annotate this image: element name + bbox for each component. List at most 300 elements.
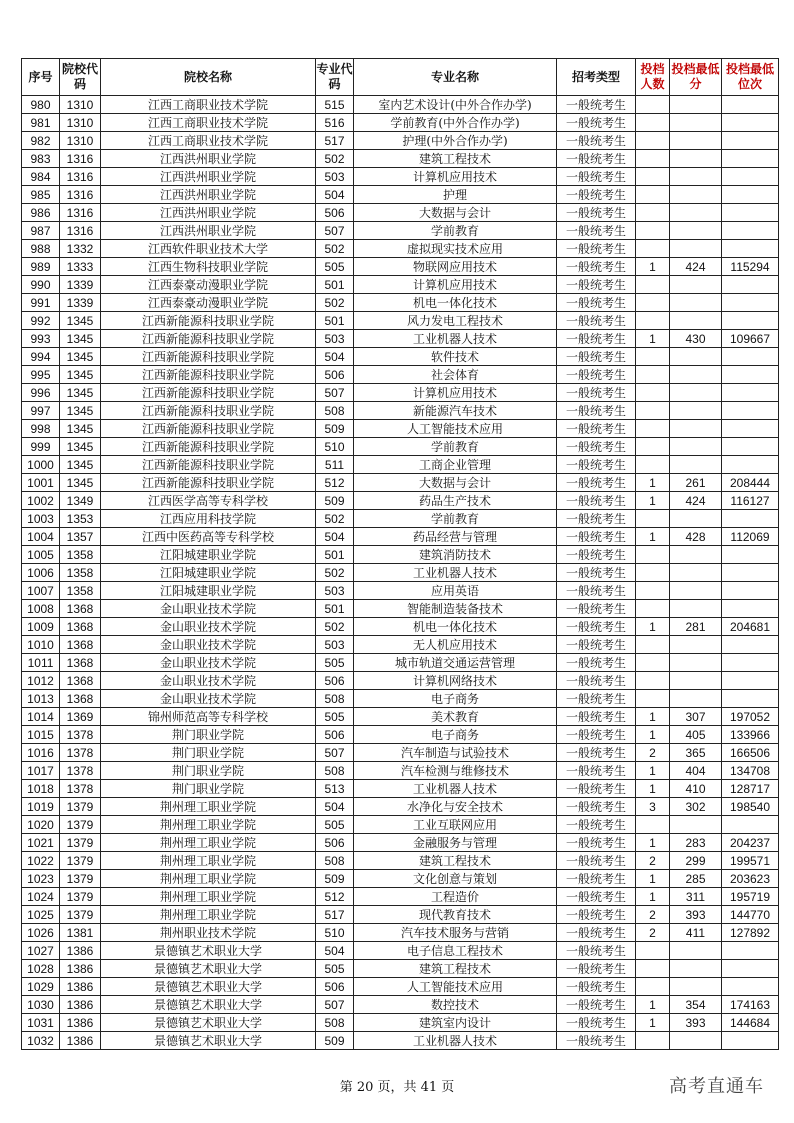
cell-seq: 1026 xyxy=(22,924,60,942)
cell-min-score: 404 xyxy=(670,762,722,780)
cell-min-rank: 197052 xyxy=(722,708,779,726)
cell-exam-type: 一般统考生 xyxy=(557,294,636,312)
cell-school-code: 1358 xyxy=(60,546,101,564)
table-row xyxy=(22,294,779,312)
cell-major-name: 建筑工程技术 xyxy=(354,150,557,168)
cell-major-code: 509 xyxy=(316,1032,354,1050)
cell-min-rank: 204237 xyxy=(722,834,779,852)
cell-count: 1 xyxy=(636,258,670,276)
brand-watermark: 高考直通车 xyxy=(669,1076,764,1097)
cell-min-rank: 204681 xyxy=(722,618,779,636)
cell-min-rank xyxy=(722,294,779,312)
cell-seq: 995 xyxy=(22,366,60,384)
cell-major-code: 507 xyxy=(316,222,354,240)
cell-school-code: 1358 xyxy=(60,564,101,582)
cell-major-code: 508 xyxy=(316,762,354,780)
cell-exam-type: 一般统考生 xyxy=(557,690,636,708)
cell-exam-type: 一般统考生 xyxy=(557,906,636,924)
cell-min-rank xyxy=(722,600,779,618)
cell-exam-type: 一般统考生 xyxy=(557,834,636,852)
cell-major-name: 工业互联网应用 xyxy=(354,816,557,834)
cell-count xyxy=(636,150,670,168)
cell-school-name: 江西新能源科技职业学院 xyxy=(101,348,316,366)
cell-seq: 1028 xyxy=(22,960,60,978)
cell-seq: 991 xyxy=(22,294,60,312)
cell-count xyxy=(636,348,670,366)
cell-min-score: 261 xyxy=(670,474,722,492)
cell-school-name: 荆州职业技术学院 xyxy=(101,924,316,942)
cell-major-code: 504 xyxy=(316,798,354,816)
cell-exam-type: 一般统考生 xyxy=(557,924,636,942)
cell-seq: 1014 xyxy=(22,708,60,726)
cell-school-name: 江西工商职业技术学院 xyxy=(101,114,316,132)
cell-min-rank: 109667 xyxy=(722,330,779,348)
cell-min-rank: 208444 xyxy=(722,474,779,492)
cell-min-rank: 115294 xyxy=(722,258,779,276)
cell-school-name: 景德镇艺术职业大学 xyxy=(101,1014,316,1032)
cell-min-score xyxy=(670,150,722,168)
cell-seq: 1010 xyxy=(22,636,60,654)
cell-min-rank xyxy=(722,384,779,402)
cell-school-code: 1386 xyxy=(60,978,101,996)
cell-count xyxy=(636,294,670,312)
cell-school-code: 1368 xyxy=(60,618,101,636)
cell-min-rank: 128717 xyxy=(722,780,779,798)
cell-school-code: 1339 xyxy=(60,294,101,312)
cell-school-code: 1345 xyxy=(60,348,101,366)
cell-major-code: 502 xyxy=(316,240,354,258)
header-major-code: 专业代码 xyxy=(316,59,354,96)
cell-major-code: 503 xyxy=(316,636,354,654)
table-row xyxy=(22,708,779,726)
cell-major-name: 人工智能技术应用 xyxy=(354,420,557,438)
table-row xyxy=(22,276,779,294)
cell-seq: 1022 xyxy=(22,852,60,870)
cell-school-code: 1368 xyxy=(60,654,101,672)
cell-count xyxy=(636,96,670,114)
cell-exam-type: 一般统考生 xyxy=(557,474,636,492)
cell-seq: 988 xyxy=(22,240,60,258)
cell-major-name: 护理(中外合作办学) xyxy=(354,132,557,150)
cell-exam-type: 一般统考生 xyxy=(557,582,636,600)
table-row xyxy=(22,546,779,564)
cell-school-name: 江西新能源科技职业学院 xyxy=(101,474,316,492)
cell-major-code: 509 xyxy=(316,492,354,510)
cell-school-name: 景德镇艺术职业大学 xyxy=(101,978,316,996)
cell-count xyxy=(636,816,670,834)
cell-major-name: 汽车技术服务与营销 xyxy=(354,924,557,942)
cell-school-code: 1386 xyxy=(60,942,101,960)
cell-seq: 996 xyxy=(22,384,60,402)
cell-min-score xyxy=(670,456,722,474)
cell-school-name: 江西新能源科技职业学院 xyxy=(101,366,316,384)
cell-school-code: 1332 xyxy=(60,240,101,258)
cell-exam-type: 一般统考生 xyxy=(557,780,636,798)
cell-seq: 987 xyxy=(22,222,60,240)
cell-major-name: 建筑工程技术 xyxy=(354,852,557,870)
cell-school-code: 1310 xyxy=(60,114,101,132)
cell-min-rank xyxy=(722,636,779,654)
cell-major-name: 学前教育 xyxy=(354,438,557,456)
cell-major-code: 515 xyxy=(316,96,354,114)
cell-exam-type: 一般统考生 xyxy=(557,186,636,204)
cell-school-name: 江西洪州职业学院 xyxy=(101,186,316,204)
cell-major-name: 现代教育技术 xyxy=(354,906,557,924)
cell-major-name: 室内艺术设计(中外合作办学) xyxy=(354,96,557,114)
cell-seq: 1025 xyxy=(22,906,60,924)
cell-min-score xyxy=(670,438,722,456)
cell-seq: 990 xyxy=(22,276,60,294)
cell-min-score xyxy=(670,672,722,690)
cell-school-code: 1316 xyxy=(60,150,101,168)
page-footer: 第 20 页，共 41 页 xyxy=(339,1080,455,1095)
cell-seq: 1003 xyxy=(22,510,60,528)
table-row xyxy=(22,672,779,690)
cell-exam-type: 一般统考生 xyxy=(557,276,636,294)
table-row xyxy=(22,726,779,744)
cell-seq: 1005 xyxy=(22,546,60,564)
cell-min-score xyxy=(670,654,722,672)
cell-seq: 1032 xyxy=(22,1032,60,1050)
cell-school-code: 1381 xyxy=(60,924,101,942)
cell-school-code: 1386 xyxy=(60,960,101,978)
cell-min-rank: 199571 xyxy=(722,852,779,870)
table-row xyxy=(22,654,779,672)
cell-min-score: 405 xyxy=(670,726,722,744)
cell-school-name: 江阳城建职业学院 xyxy=(101,564,316,582)
cell-min-rank xyxy=(722,510,779,528)
cell-major-code: 501 xyxy=(316,546,354,564)
cell-school-name: 江阳城建职业学院 xyxy=(101,546,316,564)
cell-school-name: 江西洪州职业学院 xyxy=(101,222,316,240)
cell-school-code: 1345 xyxy=(60,474,101,492)
cell-min-score xyxy=(670,942,722,960)
cell-count xyxy=(636,186,670,204)
cell-min-score xyxy=(670,276,722,294)
cell-school-name: 江西中医药高等专科学校 xyxy=(101,528,316,546)
header-school-code: 院校代码 xyxy=(60,59,101,96)
cell-seq: 983 xyxy=(22,150,60,168)
cell-min-score xyxy=(670,204,722,222)
cell-seq: 1011 xyxy=(22,654,60,672)
cell-school-name: 江西泰豪动漫职业学院 xyxy=(101,276,316,294)
cell-school-name: 金山职业技术学院 xyxy=(101,654,316,672)
cell-seq: 1008 xyxy=(22,600,60,618)
cell-seq: 999 xyxy=(22,438,60,456)
cell-exam-type: 一般统考生 xyxy=(557,258,636,276)
cell-school-code: 1310 xyxy=(60,96,101,114)
cell-school-code: 1378 xyxy=(60,726,101,744)
cell-exam-type: 一般统考生 xyxy=(557,1032,636,1050)
cell-school-name: 江西泰豪动漫职业学院 xyxy=(101,294,316,312)
cell-seq: 989 xyxy=(22,258,60,276)
cell-school-code: 1379 xyxy=(60,816,101,834)
table-row xyxy=(22,888,779,906)
table-row xyxy=(22,816,779,834)
cell-major-name: 工业机器人技术 xyxy=(354,780,557,798)
cell-school-code: 1368 xyxy=(60,636,101,654)
cell-school-name: 江西洪州职业学院 xyxy=(101,168,316,186)
header-min-rank: 投档最低位次 xyxy=(722,59,779,96)
cell-major-name: 电子商务 xyxy=(354,690,557,708)
cell-major-code: 504 xyxy=(316,942,354,960)
cell-major-name: 社会体育 xyxy=(354,366,557,384)
cell-min-rank: 174163 xyxy=(722,996,779,1014)
cell-min-score: 410 xyxy=(670,780,722,798)
cell-min-score xyxy=(670,960,722,978)
cell-school-name: 景德镇艺术职业大学 xyxy=(101,942,316,960)
header-exam-type: 招考类型 xyxy=(557,59,636,96)
cell-school-code: 1368 xyxy=(60,600,101,618)
cell-seq: 997 xyxy=(22,402,60,420)
cell-school-name: 江西新能源科技职业学院 xyxy=(101,438,316,456)
table-row xyxy=(22,366,779,384)
cell-min-rank: 127892 xyxy=(722,924,779,942)
cell-count: 1 xyxy=(636,618,670,636)
cell-min-score xyxy=(670,510,722,528)
cell-major-name: 学前教育 xyxy=(354,510,557,528)
cell-major-code: 503 xyxy=(316,168,354,186)
cell-min-score xyxy=(670,96,722,114)
cell-school-name: 江西洪州职业学院 xyxy=(101,204,316,222)
cell-count xyxy=(636,1032,670,1050)
cell-count: 3 xyxy=(636,798,670,816)
table-row xyxy=(22,510,779,528)
cell-seq: 993 xyxy=(22,330,60,348)
cell-major-code: 509 xyxy=(316,870,354,888)
table-row xyxy=(22,204,779,222)
cell-min-rank: 133966 xyxy=(722,726,779,744)
cell-exam-type: 一般统考生 xyxy=(557,114,636,132)
cell-min-rank: 144770 xyxy=(722,906,779,924)
cell-seq: 1024 xyxy=(22,888,60,906)
cell-exam-type: 一般统考生 xyxy=(557,564,636,582)
cell-school-name: 荆州理工职业学院 xyxy=(101,852,316,870)
cell-min-rank xyxy=(722,456,779,474)
cell-exam-type: 一般统考生 xyxy=(557,654,636,672)
cell-min-score xyxy=(670,384,722,402)
cell-min-rank xyxy=(722,312,779,330)
cell-exam-type: 一般统考生 xyxy=(557,438,636,456)
cell-school-name: 荆州理工职业学院 xyxy=(101,888,316,906)
cell-count xyxy=(636,690,670,708)
cell-school-code: 1368 xyxy=(60,690,101,708)
cell-major-code: 503 xyxy=(316,582,354,600)
cell-seq: 981 xyxy=(22,114,60,132)
cell-school-code: 1349 xyxy=(60,492,101,510)
header-seq: 序号 xyxy=(22,59,60,96)
cell-major-name: 计算机网络技术 xyxy=(354,672,557,690)
cell-min-rank xyxy=(722,654,779,672)
cell-count: 1 xyxy=(636,528,670,546)
cell-min-score: 354 xyxy=(670,996,722,1014)
cell-major-code: 508 xyxy=(316,402,354,420)
cell-major-name: 人工智能技术应用 xyxy=(354,978,557,996)
cell-school-name: 江西生物科技职业学院 xyxy=(101,258,316,276)
cell-exam-type: 一般统考生 xyxy=(557,528,636,546)
table-row xyxy=(22,564,779,582)
table-row xyxy=(22,240,779,258)
cell-major-name: 软件技术 xyxy=(354,348,557,366)
cell-school-name: 江西工商职业技术学院 xyxy=(101,132,316,150)
cell-count: 1 xyxy=(636,726,670,744)
header-school-name: 院校名称 xyxy=(101,59,316,96)
cell-min-score: 365 xyxy=(670,744,722,762)
cell-seq: 984 xyxy=(22,168,60,186)
cell-school-code: 1379 xyxy=(60,798,101,816)
cell-major-code: 508 xyxy=(316,852,354,870)
cell-min-rank xyxy=(722,150,779,168)
cell-min-score: 299 xyxy=(670,852,722,870)
cell-major-name: 计算机应用技术 xyxy=(354,384,557,402)
table-row xyxy=(22,978,779,996)
cell-major-name: 虚拟现实技术应用 xyxy=(354,240,557,258)
cell-school-code: 1378 xyxy=(60,780,101,798)
cell-min-score xyxy=(670,636,722,654)
cell-count: 1 xyxy=(636,1014,670,1032)
cell-count xyxy=(636,132,670,150)
cell-major-code: 513 xyxy=(316,780,354,798)
cell-min-score xyxy=(670,366,722,384)
table-row xyxy=(22,150,779,168)
cell-major-name: 建筑室内设计 xyxy=(354,1014,557,1032)
cell-school-code: 1345 xyxy=(60,330,101,348)
cell-count xyxy=(636,636,670,654)
cell-exam-type: 一般统考生 xyxy=(557,348,636,366)
cell-school-code: 1316 xyxy=(60,168,101,186)
cell-major-name: 水净化与安全技术 xyxy=(354,798,557,816)
cell-major-code: 517 xyxy=(316,906,354,924)
cell-min-rank xyxy=(722,168,779,186)
cell-major-code: 510 xyxy=(316,924,354,942)
cell-school-name: 金山职业技术学院 xyxy=(101,672,316,690)
cell-exam-type: 一般统考生 xyxy=(557,816,636,834)
cell-major-name: 工业机器人技术 xyxy=(354,330,557,348)
cell-exam-type: 一般统考生 xyxy=(557,726,636,744)
cell-major-name: 工商企业管理 xyxy=(354,456,557,474)
cell-seq: 1029 xyxy=(22,978,60,996)
cell-min-rank xyxy=(722,942,779,960)
cell-min-rank: 166506 xyxy=(722,744,779,762)
cell-major-code: 516 xyxy=(316,114,354,132)
cell-count xyxy=(636,654,670,672)
admission-table xyxy=(21,58,779,1050)
cell-min-score xyxy=(670,546,722,564)
cell-count xyxy=(636,978,670,996)
cell-major-code: 502 xyxy=(316,618,354,636)
cell-count xyxy=(636,222,670,240)
cell-school-code: 1353 xyxy=(60,510,101,528)
cell-school-name: 锦州师范高等专科学校 xyxy=(101,708,316,726)
cell-school-name: 江西新能源科技职业学院 xyxy=(101,330,316,348)
cell-school-name: 荆门职业学院 xyxy=(101,762,316,780)
cell-major-name: 城市轨道交通运营管理 xyxy=(354,654,557,672)
cell-school-name: 荆门职业学院 xyxy=(101,744,316,762)
cell-school-code: 1345 xyxy=(60,402,101,420)
cell-school-name: 景德镇艺术职业大学 xyxy=(101,996,316,1014)
cell-exam-type: 一般统考生 xyxy=(557,366,636,384)
cell-school-name: 荆州理工职业学院 xyxy=(101,798,316,816)
cell-min-score xyxy=(670,564,722,582)
cell-count xyxy=(636,240,670,258)
table-row xyxy=(22,168,779,186)
cell-major-code: 506 xyxy=(316,672,354,690)
header-row xyxy=(22,59,779,96)
cell-major-name: 电子信息工程技术 xyxy=(354,942,557,960)
cell-min-rank xyxy=(722,582,779,600)
cell-min-score: 393 xyxy=(670,906,722,924)
table-row xyxy=(22,222,779,240)
cell-min-rank xyxy=(722,564,779,582)
cell-min-score xyxy=(670,690,722,708)
cell-count: 2 xyxy=(636,744,670,762)
cell-exam-type: 一般统考生 xyxy=(557,1014,636,1032)
cell-seq: 1016 xyxy=(22,744,60,762)
cell-school-code: 1316 xyxy=(60,204,101,222)
table-row xyxy=(22,1014,779,1032)
cell-min-score xyxy=(670,420,722,438)
cell-major-name: 智能制造装备技术 xyxy=(354,600,557,618)
cell-min-rank xyxy=(722,960,779,978)
cell-major-name: 建筑消防技术 xyxy=(354,546,557,564)
cell-major-code: 505 xyxy=(316,816,354,834)
cell-major-code: 506 xyxy=(316,366,354,384)
cell-min-score xyxy=(670,600,722,618)
cell-school-name: 荆州理工职业学院 xyxy=(101,834,316,852)
cell-count xyxy=(636,546,670,564)
cell-major-code: 507 xyxy=(316,996,354,1014)
cell-seq: 985 xyxy=(22,186,60,204)
cell-major-code: 501 xyxy=(316,276,354,294)
table-row xyxy=(22,924,779,942)
cell-school-name: 江西软件职业技术大学 xyxy=(101,240,316,258)
cell-exam-type: 一般统考生 xyxy=(557,600,636,618)
cell-school-name: 江西医学高等专科学校 xyxy=(101,492,316,510)
cell-min-score xyxy=(670,168,722,186)
cell-major-name: 建筑工程技术 xyxy=(354,960,557,978)
cell-count xyxy=(636,672,670,690)
cell-school-code: 1345 xyxy=(60,438,101,456)
cell-school-code: 1368 xyxy=(60,672,101,690)
cell-exam-type: 一般统考生 xyxy=(557,996,636,1014)
cell-school-name: 荆门职业学院 xyxy=(101,780,316,798)
cell-exam-type: 一般统考生 xyxy=(557,744,636,762)
header-major-name: 专业名称 xyxy=(354,59,557,96)
cell-min-score: 302 xyxy=(670,798,722,816)
cell-exam-type: 一般统考生 xyxy=(557,312,636,330)
cell-exam-type: 一般统考生 xyxy=(557,798,636,816)
cell-min-rank xyxy=(722,222,779,240)
cell-school-name: 金山职业技术学院 xyxy=(101,600,316,618)
cell-major-name: 工程造价 xyxy=(354,888,557,906)
cell-min-score: 424 xyxy=(670,492,722,510)
cell-major-code: 511 xyxy=(316,456,354,474)
cell-school-code: 1386 xyxy=(60,1032,101,1050)
cell-min-rank xyxy=(722,96,779,114)
cell-min-rank: 195719 xyxy=(722,888,779,906)
cell-seq: 1004 xyxy=(22,528,60,546)
cell-min-rank xyxy=(722,186,779,204)
cell-exam-type: 一般统考生 xyxy=(557,636,636,654)
cell-min-score xyxy=(670,114,722,132)
cell-school-code: 1316 xyxy=(60,222,101,240)
cell-count xyxy=(636,276,670,294)
cell-exam-type: 一般统考生 xyxy=(557,510,636,528)
header-count: 投档人数 xyxy=(636,59,670,96)
cell-exam-type: 一般统考生 xyxy=(557,618,636,636)
cell-count xyxy=(636,168,670,186)
cell-min-rank: 112069 xyxy=(722,528,779,546)
